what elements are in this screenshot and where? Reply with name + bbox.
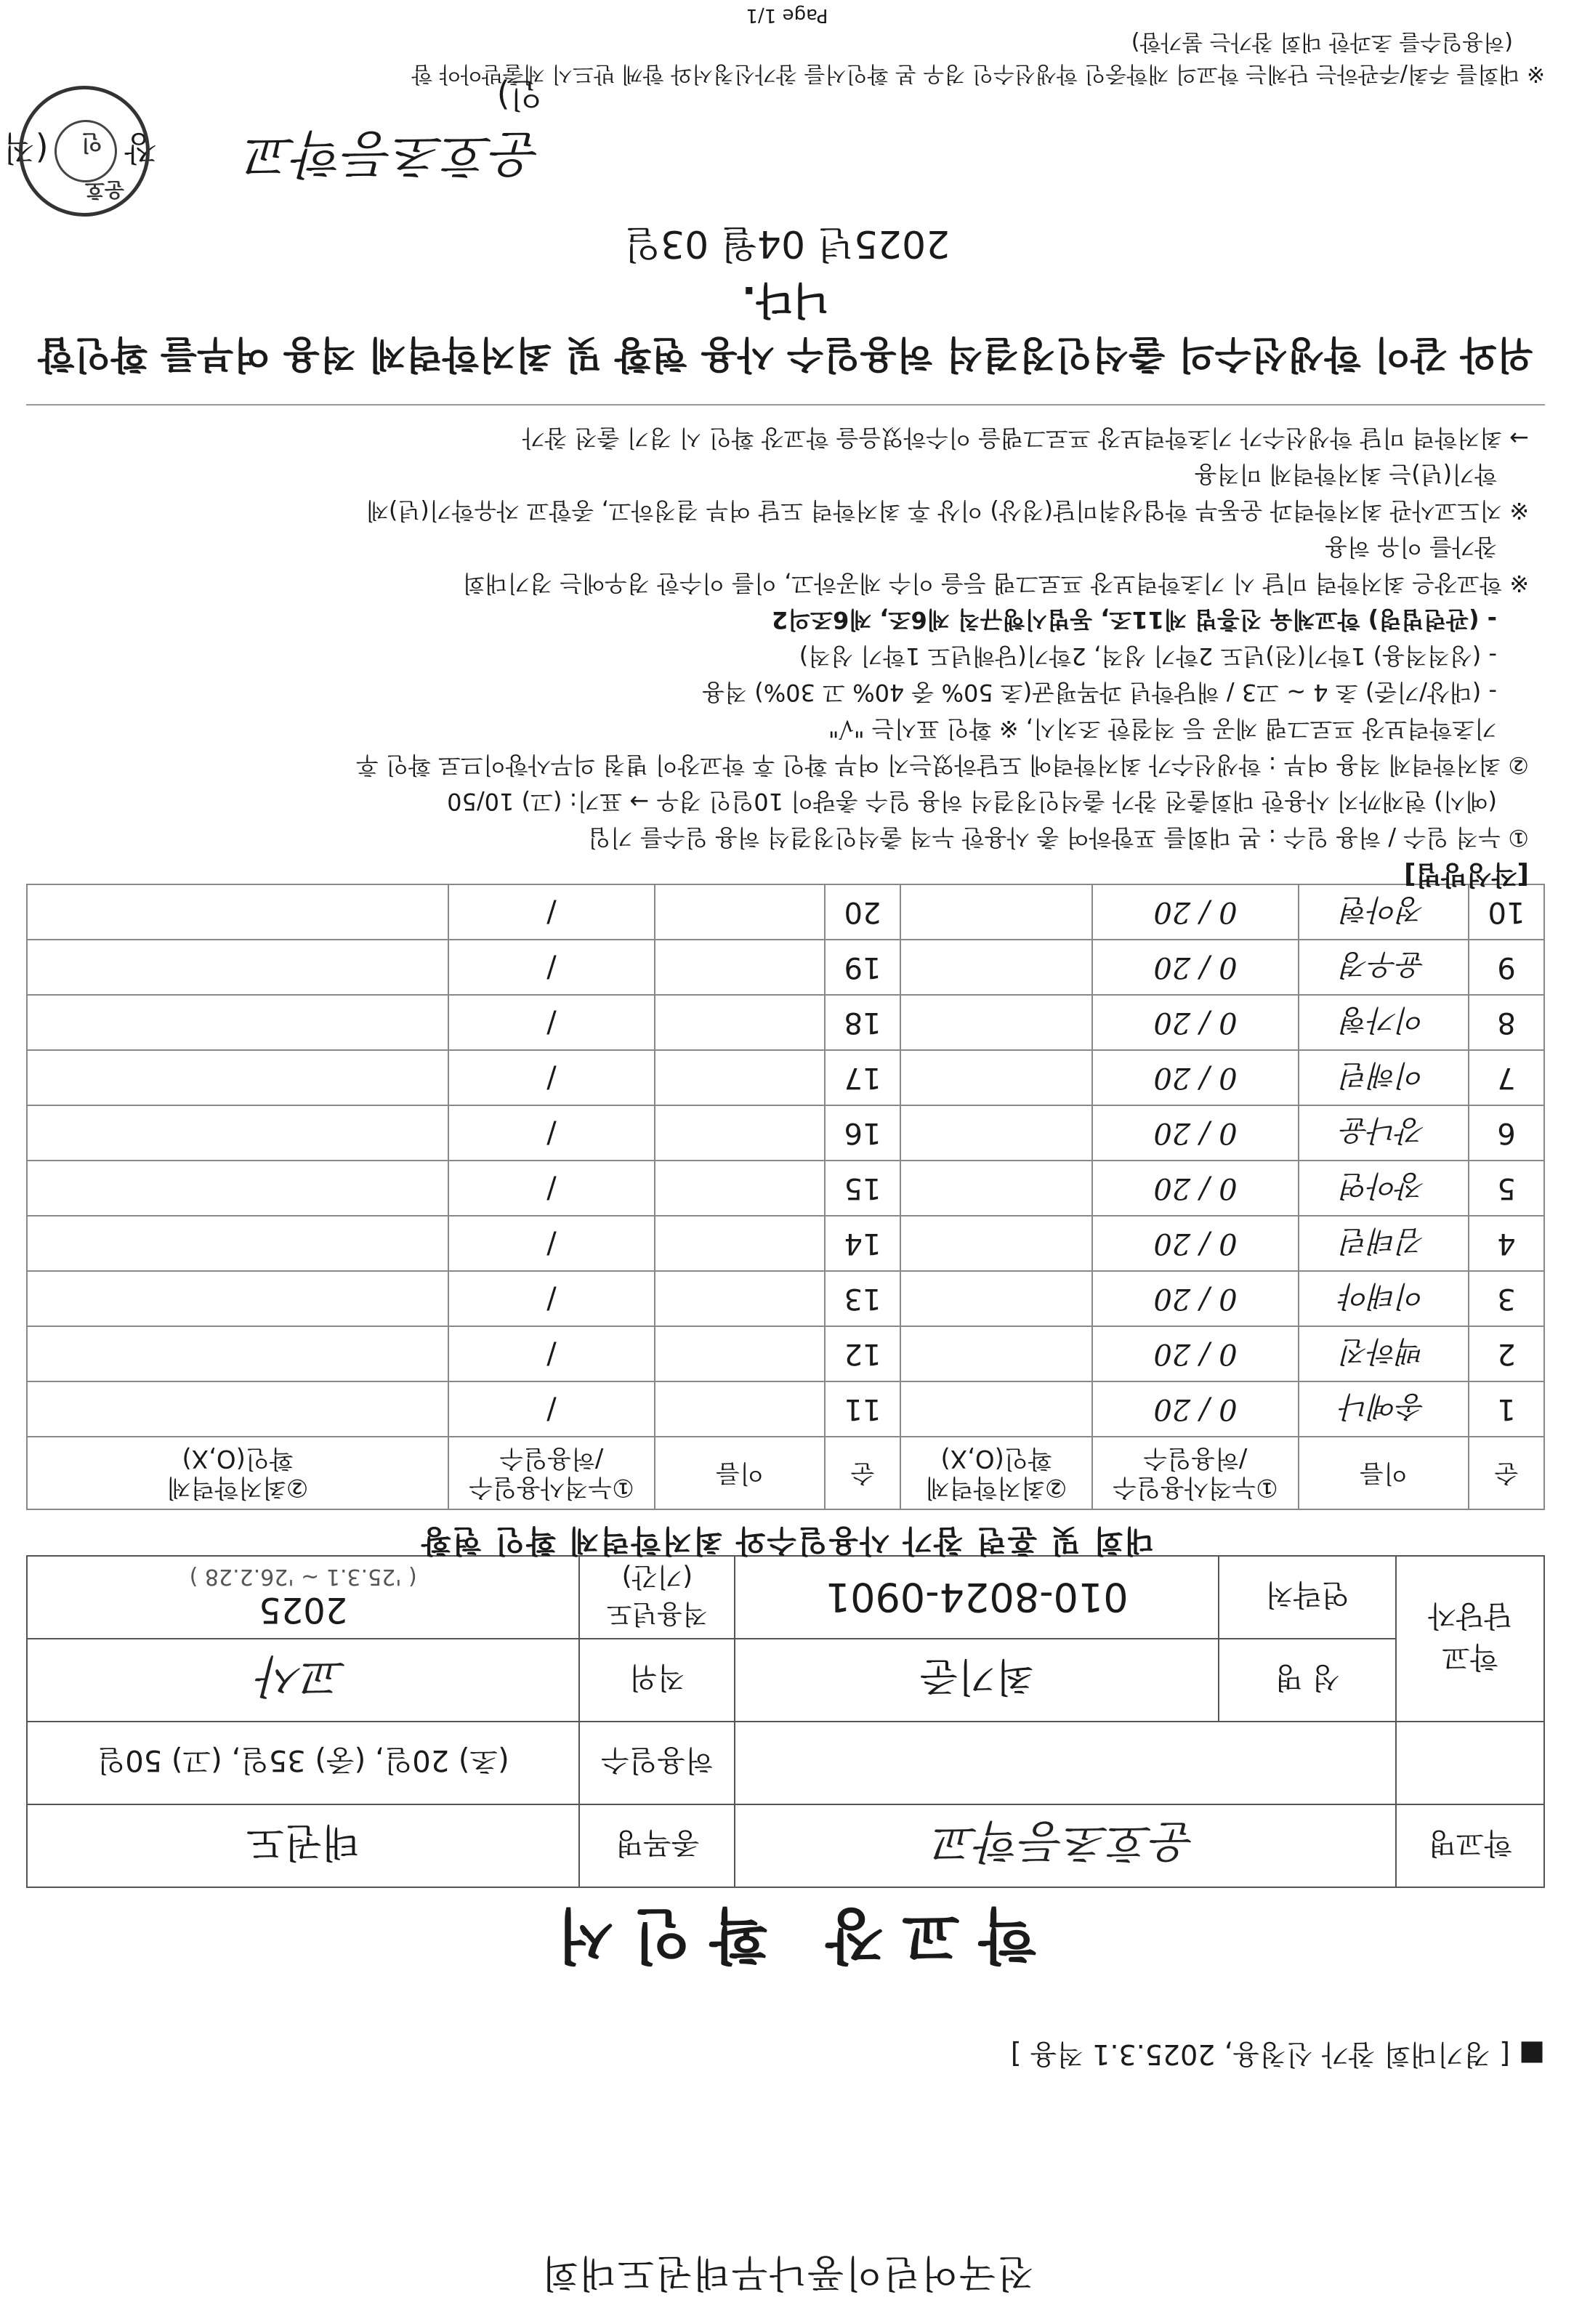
confirmation-statement: 위와 같이 학생선수의 출석인정결석 허용일수 사용 현황 및 최저학력제 적용 여부를 확인합니다. xyxy=(38,278,1533,376)
year-cell xyxy=(27,1556,579,1639)
instruction-7b: 학기(년)는 최저학력제 미적용 xyxy=(1194,461,1497,488)
athlete-name xyxy=(655,1161,825,1216)
school-name-handwritten: 운호초등학교 xyxy=(935,1815,1196,1869)
used-days: / xyxy=(448,1105,655,1161)
section-title: 대회 및 훈련 참가 사용일수와 최저학력제 확인 현황 xyxy=(419,1523,1155,1559)
athlete-name xyxy=(655,1050,825,1105)
page-number: Page 1/1 xyxy=(746,4,828,26)
divider xyxy=(26,404,1545,406)
athlete-name xyxy=(655,940,825,995)
table-row xyxy=(27,995,1544,1050)
instructions xyxy=(32,420,1529,892)
athlete-name: 장아연 xyxy=(1299,1161,1469,1216)
athlete-name xyxy=(655,1216,825,1271)
table-row xyxy=(27,1105,1544,1161)
event-label: 종목명 xyxy=(579,1804,735,1887)
contact-label: 연락처 xyxy=(1219,1556,1396,1639)
athlete-name: 윤우경 xyxy=(1299,940,1469,995)
row-no: 8 xyxy=(1469,995,1544,1050)
athlete-name: 김태린 xyxy=(1299,1216,1469,1271)
table-row xyxy=(27,1271,1544,1326)
instruction-2: ② 최저학력제 적용 여부 : 학생선수가 최저학력에 도달하였는지 여부 확인 후 학교장이 별첨 의무사항이므로 확인 후 xyxy=(355,751,1529,779)
principal-suffix: 장 xyxy=(124,129,157,168)
used-days: 0 / 20 xyxy=(1092,1161,1299,1216)
min-academic-check xyxy=(900,1216,1092,1271)
instruction-1: ① 누적 일수 / 허용 일수 : 본 대회를 포함하여 총 사용한 누적 출석인정결석 허용 일수를 기입 xyxy=(588,824,1529,852)
table-row xyxy=(27,1161,1544,1216)
instruction-6b: 참가를 이유 허용 xyxy=(1325,533,1497,561)
footnote-line-2: (허용일수를 초과한 대회 참가는 불가함) xyxy=(1131,29,1513,55)
row-no: 3 xyxy=(1469,1271,1544,1326)
used-days: 0 / 20 xyxy=(1092,1326,1299,1381)
athlete-name: 정아현 xyxy=(1299,884,1469,940)
col-name: 이름 xyxy=(1299,1437,1469,1509)
athlete-name xyxy=(655,1271,825,1326)
col-no-2: 순 xyxy=(825,1437,900,1509)
year-label: 적용년도 (기간) xyxy=(579,1556,735,1639)
used-days: 0 / 20 xyxy=(1092,940,1299,995)
athlete-name: 강나윤 xyxy=(1299,1105,1469,1161)
athlete-name: 이가형 xyxy=(1299,995,1469,1050)
athlete-name xyxy=(655,884,825,940)
official-seal-stamp xyxy=(19,86,150,217)
min-academic-check xyxy=(27,1381,448,1437)
row-no: 16 xyxy=(825,1105,900,1161)
col-check-2: ②최저학력제 확인(O,X) xyxy=(27,1437,448,1509)
min-academic-check xyxy=(27,1050,448,1105)
used-days: / xyxy=(448,940,655,995)
instruction-3: - (대상/기준) 초 4 ~ 고3 / 해당학년 과목평균(초 50% 중 40% 고 30%) 적용 xyxy=(702,679,1497,706)
athlete-name xyxy=(655,995,825,1050)
instruction-6: ※ 학교장은 최저학력 미달 시 기초학력보장 프로그램 등을 이수 제공하고, 이를 이수한 경우에는 경기대회 xyxy=(462,570,1529,597)
empty-cell xyxy=(735,1722,1396,1804)
min-academic-check xyxy=(900,1381,1092,1437)
min-academic-check xyxy=(900,940,1092,995)
col-used-2: ①누적사용일수 /허용일수 xyxy=(448,1437,655,1509)
table-row xyxy=(27,940,1544,995)
row-no: 7 xyxy=(1469,1050,1544,1105)
athlete-table-header xyxy=(27,1437,1544,1509)
col-name-2: 이름 xyxy=(655,1437,825,1509)
athlete-table xyxy=(26,884,1545,1510)
row-no: 10 xyxy=(1469,884,1544,940)
form-notice xyxy=(1011,2037,1545,2077)
instruction-1-example: (예시) 현재까지 사용한 대회출전 참가 출석인정결석 허용 일수 총량이 10일인 경우 → 표기: (고) 10/50 xyxy=(447,788,1497,815)
col-no: 순 xyxy=(1469,1437,1544,1509)
athlete-name xyxy=(655,1326,825,1381)
table-row xyxy=(27,1216,1544,1271)
principal-school-signature: 운호초등학교 xyxy=(247,124,542,184)
instruction-4: - (성적적용) 1학기(전)년도 2학기 성적, 2학기(당해년도 1학기 성적) xyxy=(799,642,1497,670)
row-no: 1 xyxy=(1469,1381,1544,1437)
min-academic-check xyxy=(900,995,1092,1050)
official-seal-label: (직인) xyxy=(3,76,542,168)
min-academic-check xyxy=(27,1326,448,1381)
instruction-7: ※ 지도교사관 최저학력과 운동부 학업성취미달(정상) 이상 후 최저학력 도달 여부 결정하고, 종합교 자유학기(년)제 xyxy=(366,497,1529,525)
row-no: 12 xyxy=(825,1326,900,1381)
instructions-heading: [작성방법] xyxy=(1403,860,1529,889)
min-academic-check xyxy=(27,1105,448,1161)
issue-date: 2025년 04월 03일 xyxy=(623,222,951,265)
min-academic-check xyxy=(27,884,448,940)
instruction-5: - (관련법령) 학교체육 진흥법 제11조, 동법시행규칙 제6조, 제6조의2 xyxy=(771,606,1497,634)
used-days: / xyxy=(448,1381,655,1437)
row-no: 9 xyxy=(1469,940,1544,995)
seal-text-bottom: 인 xyxy=(81,129,102,155)
row-no: 2 xyxy=(1469,1326,1544,1381)
used-days: 0 / 20 xyxy=(1092,1105,1299,1161)
min-academic-check xyxy=(900,1105,1092,1161)
athlete-name: 이태야 xyxy=(1299,1271,1469,1326)
athlete-name: 이해린 xyxy=(1299,1050,1469,1105)
row-no: 5 xyxy=(1469,1161,1544,1216)
col-check: ②최저학력제 확인(O,X) xyxy=(900,1437,1092,1509)
row-no: 6 xyxy=(1469,1105,1544,1161)
athlete-table-body xyxy=(27,884,1544,1437)
manager-name-value: 최기준 xyxy=(735,1639,1219,1722)
contact-value: 010-8024-0901 xyxy=(735,1556,1219,1639)
used-days: 0 / 20 xyxy=(1092,1050,1299,1105)
used-days: 0 / 20 xyxy=(1092,1271,1299,1326)
document-title: 학교장 확인서 xyxy=(538,1900,1036,1969)
school-info-table xyxy=(26,1555,1545,1888)
athlete-name: 백하진 xyxy=(1299,1326,1469,1381)
used-days: 0 / 20 xyxy=(1092,1216,1299,1271)
row-no: 4 xyxy=(1469,1216,1544,1271)
manager-name-label: 성 명 xyxy=(1219,1639,1396,1722)
used-days: / xyxy=(448,1216,655,1271)
min-academic-check xyxy=(900,1271,1092,1326)
table-row xyxy=(27,1326,1544,1381)
allowed-days-value: (초) 20일, (중) 35일, (고) 50일 xyxy=(27,1722,579,1804)
row-no: 11 xyxy=(825,1381,900,1437)
used-days: 0 / 20 xyxy=(1092,1381,1299,1437)
used-days: / xyxy=(448,995,655,1050)
year-value: 2025 xyxy=(259,1589,348,1631)
athlete-name xyxy=(655,1381,825,1437)
school-name-label: 학교명 xyxy=(1396,1804,1544,1887)
position-value xyxy=(27,1639,579,1722)
athlete-name: 송예나 xyxy=(1299,1381,1469,1437)
period-value: ( '25.3.1 ~ '26.2.28 ) xyxy=(189,1564,417,1590)
min-academic-check xyxy=(900,1326,1092,1381)
event-value: 태권도 xyxy=(27,1804,579,1887)
manager-label: 학교 담당자 xyxy=(1396,1556,1544,1722)
position-handwritten: 교사 xyxy=(259,1650,347,1703)
used-days: / xyxy=(448,1161,655,1216)
used-days: / xyxy=(448,884,655,940)
min-academic-check xyxy=(27,1216,448,1271)
used-days: / xyxy=(448,1050,655,1105)
row-no: 19 xyxy=(825,940,900,995)
used-days: 0 / 20 xyxy=(1092,995,1299,1050)
row-no: 18 xyxy=(825,995,900,1050)
footnote-line-1: ※ 대회를 주최/주관하는 단체는 학교의 재학중인 학생선수인 경우 본 확인서를 참가신청서와 함께 반드시 제출받아야 함 xyxy=(411,61,1545,86)
row-no: 15 xyxy=(825,1161,900,1216)
table-row xyxy=(27,884,1544,940)
instruction-2b: 기초학력보장 프로그램 제공 등 적절한 조치시, ※ 확인 표시는 "√" xyxy=(828,715,1497,743)
position-label: 직위 xyxy=(579,1639,735,1722)
empty-cell xyxy=(1396,1722,1544,1804)
min-academic-check xyxy=(27,995,448,1050)
min-academic-check xyxy=(900,1161,1092,1216)
table-row xyxy=(27,1050,1544,1105)
row-no: 14 xyxy=(825,1216,900,1271)
table-row xyxy=(27,1381,1544,1437)
row-no: 17 xyxy=(825,1050,900,1105)
min-academic-check xyxy=(900,884,1092,940)
school-name-value xyxy=(735,1804,1396,1887)
row-no: 20 xyxy=(825,884,900,940)
instruction-8: → 최저학력 미달 학생선수가 기초학력보장 프로그램을 이수하였음을 학교장 확인 시 경기 출전 참가 xyxy=(522,424,1529,452)
min-academic-check xyxy=(27,940,448,995)
allowed-days-label: 허용일수 xyxy=(579,1722,735,1804)
min-academic-check xyxy=(27,1161,448,1216)
used-days: / xyxy=(448,1326,655,1381)
row-no: 13 xyxy=(825,1271,900,1326)
col-used: ①누적사용일수 /허용일수 xyxy=(1092,1437,1299,1509)
min-academic-check xyxy=(27,1271,448,1326)
min-academic-check xyxy=(900,1050,1092,1105)
seal-text-top: 운호 xyxy=(84,178,124,202)
footnote xyxy=(26,25,1545,89)
used-days: / xyxy=(448,1271,655,1326)
athlete-name xyxy=(655,1105,825,1161)
used-days: 0 / 20 xyxy=(1092,884,1299,940)
organizer-footer: 전국어린이풍나무태권도대회 xyxy=(540,2251,1034,2294)
notice-text: ■ [ 경기대회 참가 신청용, 2025.3.1 적용 ] xyxy=(1010,2038,1545,2070)
